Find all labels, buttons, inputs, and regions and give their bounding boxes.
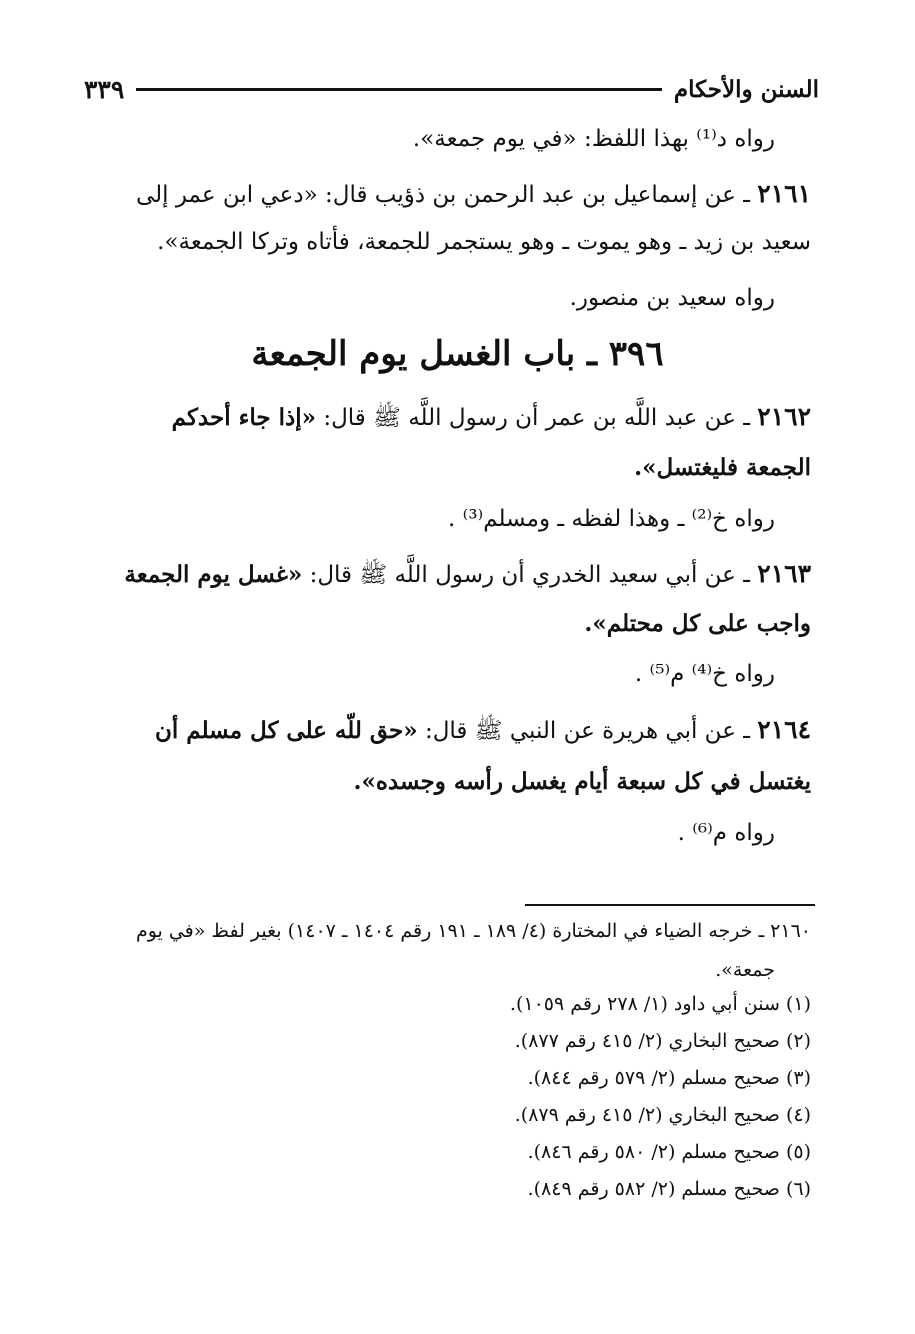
running-header — [84, 72, 819, 106]
footnote: (٣) صحيح مسلم (٢/ ٥٧٩ رقم ٨٤٤). — [527, 1067, 811, 1089]
text-line: سعيد بن زيد ـ وهو يموت ـ وهو يستجمر للجمعة، فأتاه وتركا الجمعة». — [157, 229, 811, 255]
hadith-number: ٢١٦٣ — [757, 559, 811, 588]
footnote-rule — [525, 904, 815, 906]
text-line: رواه د⁽¹⁾ بهذا اللفظ: «في يوم جمعة». — [412, 126, 775, 152]
footnote: (٦) صحيح مسلم (٢/ ٥٨٢ رقم ٨٤٩). — [527, 1178, 811, 1200]
hadith-line — [80, 181, 811, 207]
hadith-quote: الجمعة فليغتسل». — [634, 454, 811, 481]
footnote: (٤) صحيح البخاري (٢/ ٤١٥ رقم ٨٧٩). — [514, 1104, 811, 1126]
hadith-text: ـ عن أبي سعيد الخدري أن رسول اللَّه ﷺ قال: — [302, 562, 758, 588]
hadith-text: ـ عن إسماعيل بن عبد الرحمن بن ذؤيب قال: «دعي ابن عمر إلى — [135, 182, 758, 208]
header-rule — [136, 88, 662, 91]
footnote: (١) سنن أبي داود (١/ ٢٧٨ رقم ١٠٥٩). — [509, 993, 811, 1015]
hadith-line — [80, 561, 811, 587]
text-line: رواه م⁽⁶⁾ . — [677, 820, 775, 846]
hadith-line — [80, 717, 811, 743]
hadith-line — [80, 404, 811, 430]
hadith-number: ٢١٦٤ — [757, 715, 811, 744]
text-line: رواه خ⁽⁴⁾ م⁽⁵⁾ . — [634, 661, 775, 687]
section-heading: ٣٩٦ ـ باب الغسل يوم الجمعة — [251, 334, 664, 374]
running-title: السنن والأحكام — [673, 75, 819, 103]
footnote: (٥) صحيح مسلم (٢/ ٥٨٠ رقم ٨٤٦). — [527, 1141, 811, 1163]
footnote: جمعة». — [715, 959, 775, 981]
hadith-quote: «إذا جاء أحدكم — [171, 404, 317, 431]
hadith-quote: واجب على كل محتلم». — [584, 610, 811, 637]
hadith-quote: «غسل يوم الجمعة — [124, 561, 303, 588]
page-number: ٣٣٩ — [84, 74, 125, 104]
footnote: ٢١٦٠ ـ خرجه الضياء في المختارة (٤/ ١٨٩ ـ ١٩١ رقم ١٤٠٤ ـ ١٤٠٧) بغير لفظ «في يوم — [135, 920, 811, 942]
hadith-quote: يغتسل في كل سبعة أيام يغسل رأسه وجسده». — [353, 768, 811, 795]
hadith-quote: «حق للّه على كل مسلم أن — [154, 717, 418, 744]
hadith-text: ـ عن عبد اللَّه بن عمر أن رسول اللَّه ﷺ قال: — [316, 405, 758, 431]
hadith-text: ـ عن أبي هريرة عن النبي ﷺ قال: — [417, 718, 758, 744]
text-line: رواه خ⁽²⁾ ـ وهذا لفظه ـ ومسلم⁽³⁾ . — [448, 506, 775, 532]
footnote: (٢) صحيح البخاري (٢/ ٤١٥ رقم ٨٧٧). — [514, 1030, 811, 1052]
text-line: رواه سعيد بن منصور. — [569, 285, 775, 311]
hadith-number: ٢١٦١ — [757, 179, 811, 208]
hadith-number: ٢١٦٢ — [757, 402, 811, 431]
